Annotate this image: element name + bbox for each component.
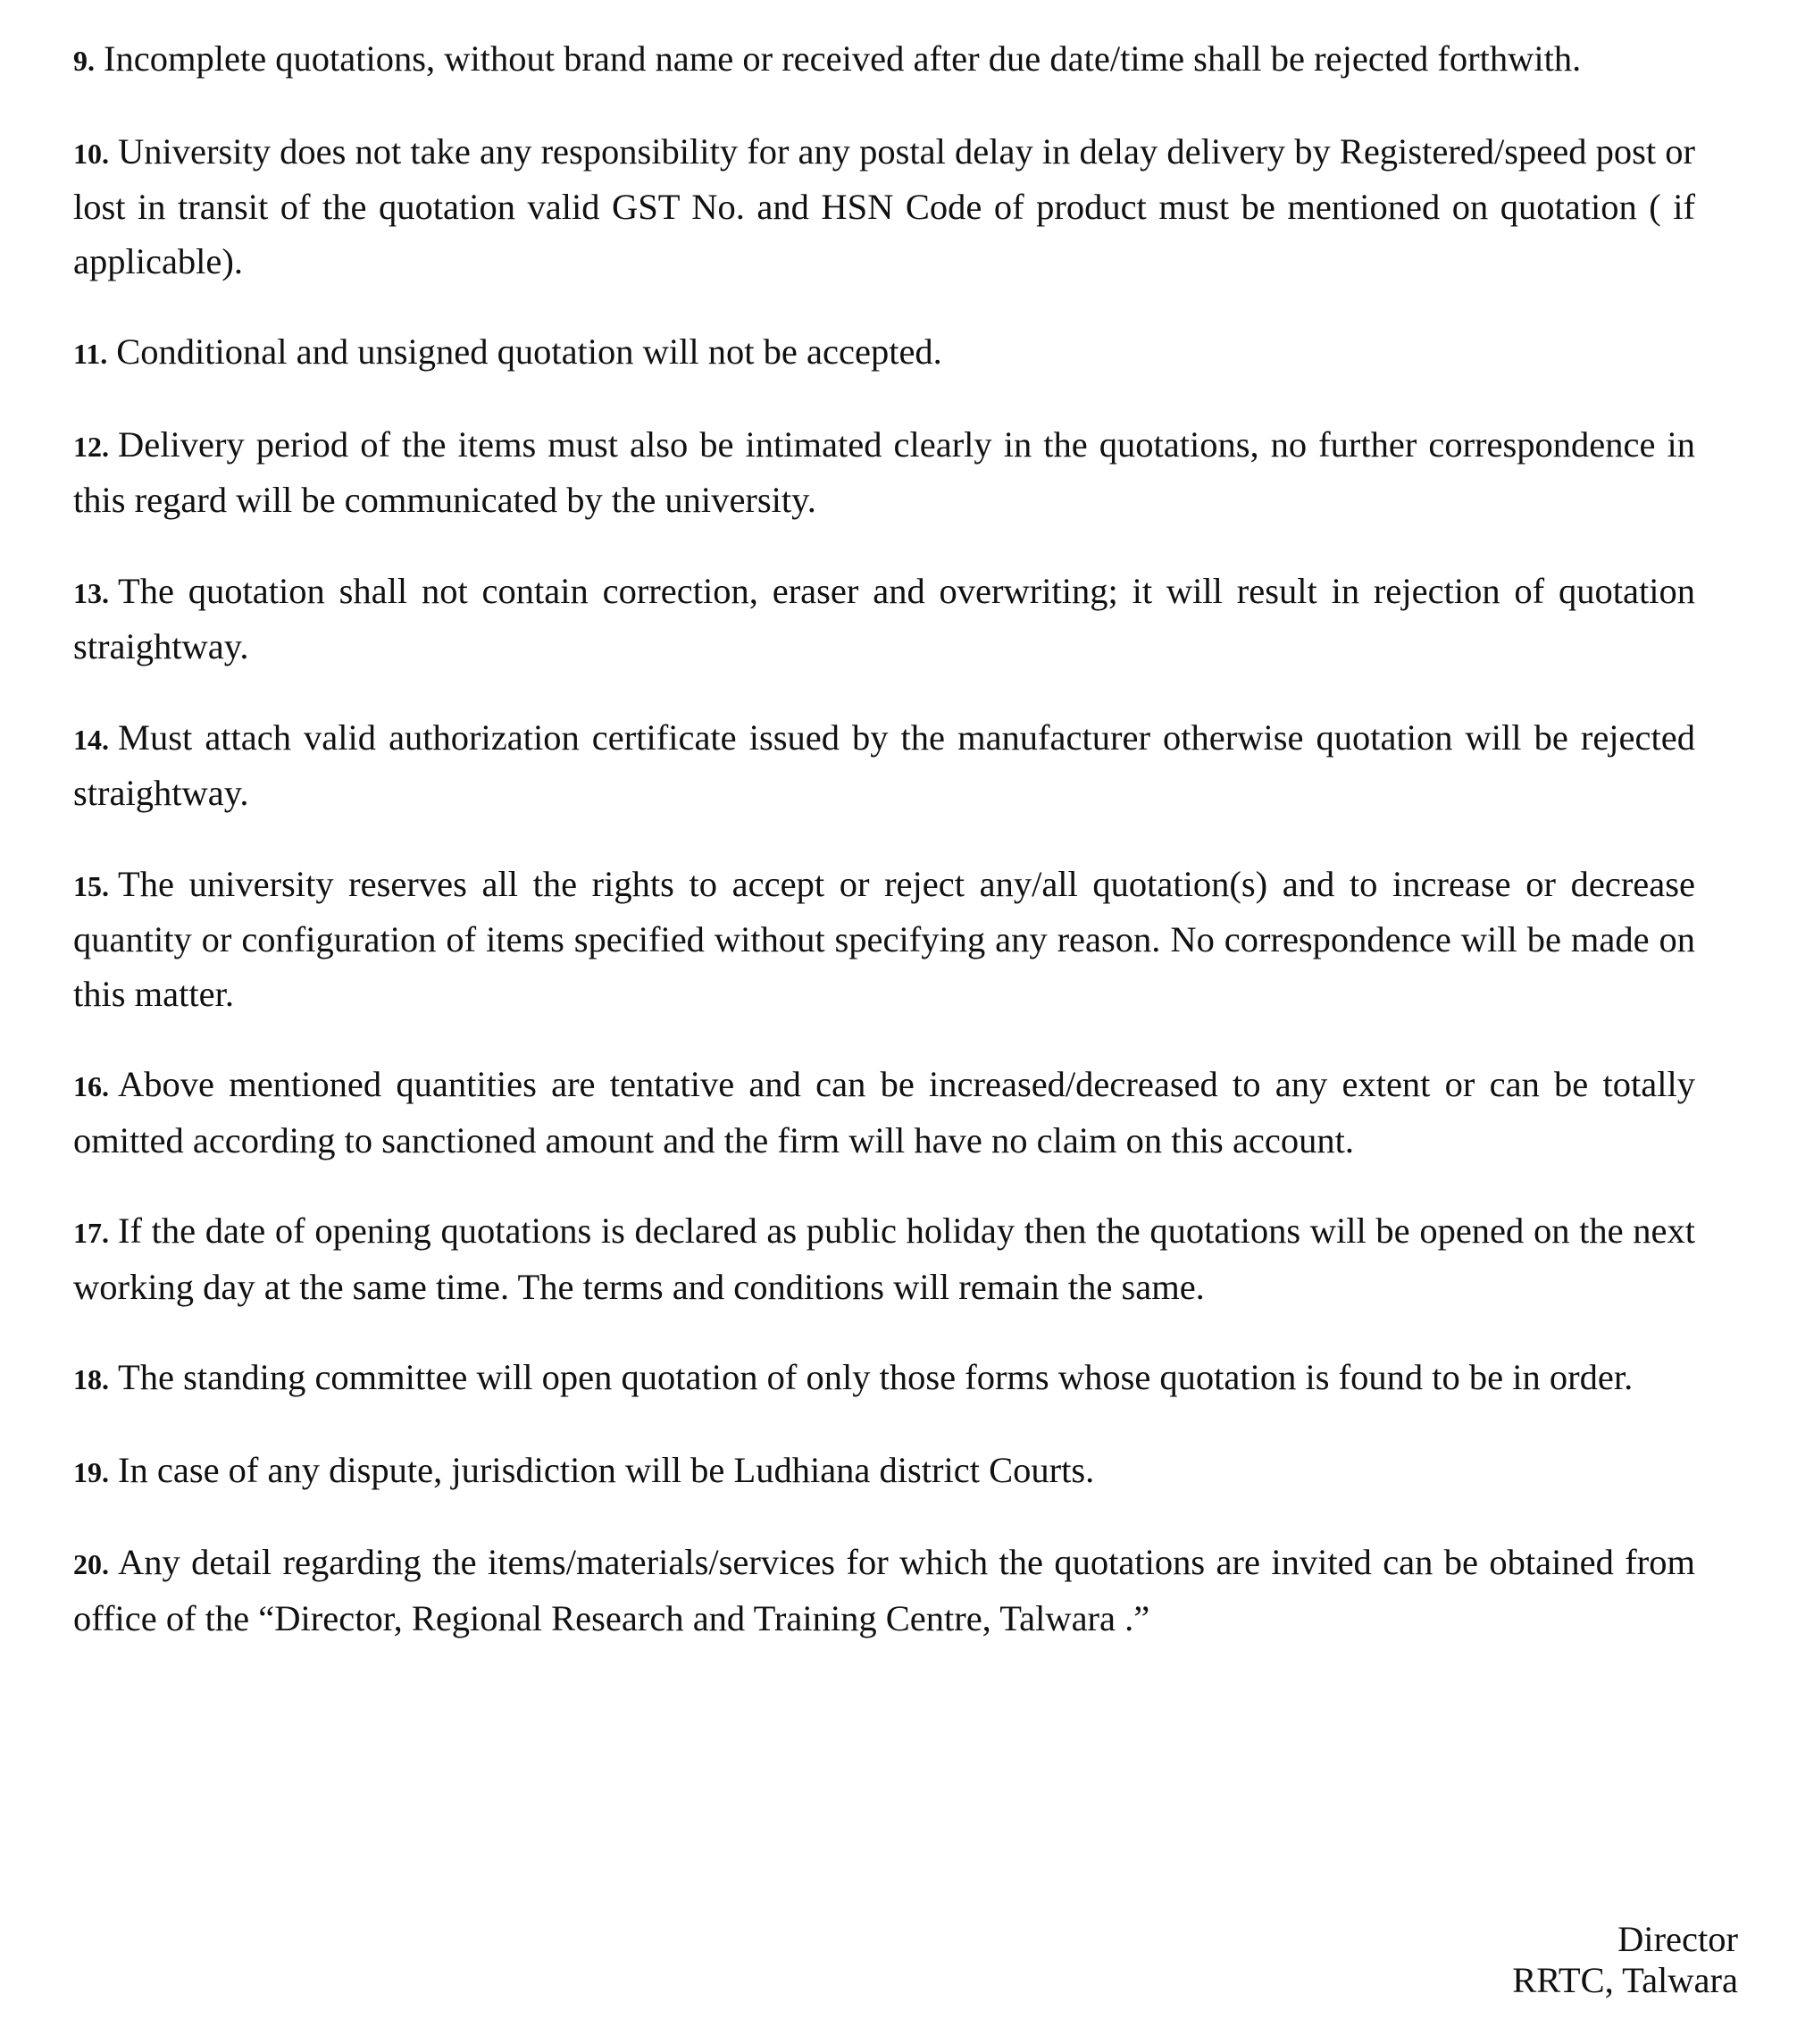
clause-12 [73,418,1695,528]
clause-16 [73,1058,1695,1168]
clause-10 [73,125,1695,289]
clause-text: The quotation shall not contain correction, eraser and overwriting; it will result in rejection of quotation straightway. [73,570,1695,666]
clause-number: 11. [73,338,108,370]
clause-19 [73,1444,1695,1500]
clause-text: Delivery period of the items must also be intimated clearly in the quotations, no further correspondence in this regard will be communicated by the university. [73,423,1695,520]
clause-text: Incomplete quotations, without brand name or received after due date/time shall be rejected forthwith. [104,38,1582,79]
clause-number: 15. [73,869,109,902]
clause-18 [73,1351,1695,1407]
clause-13 [73,565,1695,674]
clause-number: 10. [73,137,109,170]
clause-number: 20. [73,1548,109,1580]
clause-text: The university reserves all the rights to accept or reject any/all quotation(s) and to increase or decrease quantity or configuration of items specified without specifying any reason. No correspondence will be made on this matter. [73,863,1695,1014]
clause-text: The standing committee will open quotation of only those forms whose quotation is found to be in order. [118,1357,1634,1397]
clause-text: Must attach valid authorization certificate issued by the manufacturer otherwise quotation will be rejected straightway. [73,716,1695,813]
clause-15 [73,858,1695,1022]
signatory-office: RRTC, Talwara [1512,1960,1738,2000]
clause-number: 18. [73,1363,109,1395]
clause-number: 12. [73,430,109,463]
clause-17 [73,1204,1695,1314]
clause-number: 14. [73,723,109,756]
clause-9 [73,32,1695,88]
clause-text: Conditional and unsigned quotation will not be accepted. [116,331,942,372]
clause-text: Above mentioned quantities are tentative and can be increased/decreased to any extent or can be totally omitted according to sanctioned amount and the firm will have no claim on this account. [73,1064,1695,1160]
clause-number: 13. [73,576,109,609]
signature-block [1512,1919,1738,2001]
clause-14 [73,711,1695,821]
clause-text: University does not take any responsibility for any postal delay in delay delivery by Registered/speed post or lost in transit of the quotation valid GST No. and HSN Code of product must be mentioned on quotation ( if applicable). [73,130,1695,281]
clause-text: In case of any dispute, jurisdiction will be Ludhiana district Courts. [118,1449,1095,1490]
clause-text: If the date of opening quotations is declared as public holiday then the quotations will be opened on the next working day at the same time. The terms and conditions will remain the same. [73,1210,1695,1307]
terms-list [73,32,1695,1682]
clause-number: 9. [73,45,95,77]
clause-number: 16. [73,1070,109,1102]
signatory-designation: Director [1617,1919,1738,1959]
clause-number: 19. [73,1455,109,1488]
clause-20 [73,1536,1695,1646]
clause-number: 17. [73,1217,109,1249]
clause-11 [73,325,1695,381]
clause-text: Any detail regarding the items/materials/services for which the quotations are invited can be obtained from office of the “Director, Regional Research and Training Centre, Talwara .” [73,1542,1695,1638]
